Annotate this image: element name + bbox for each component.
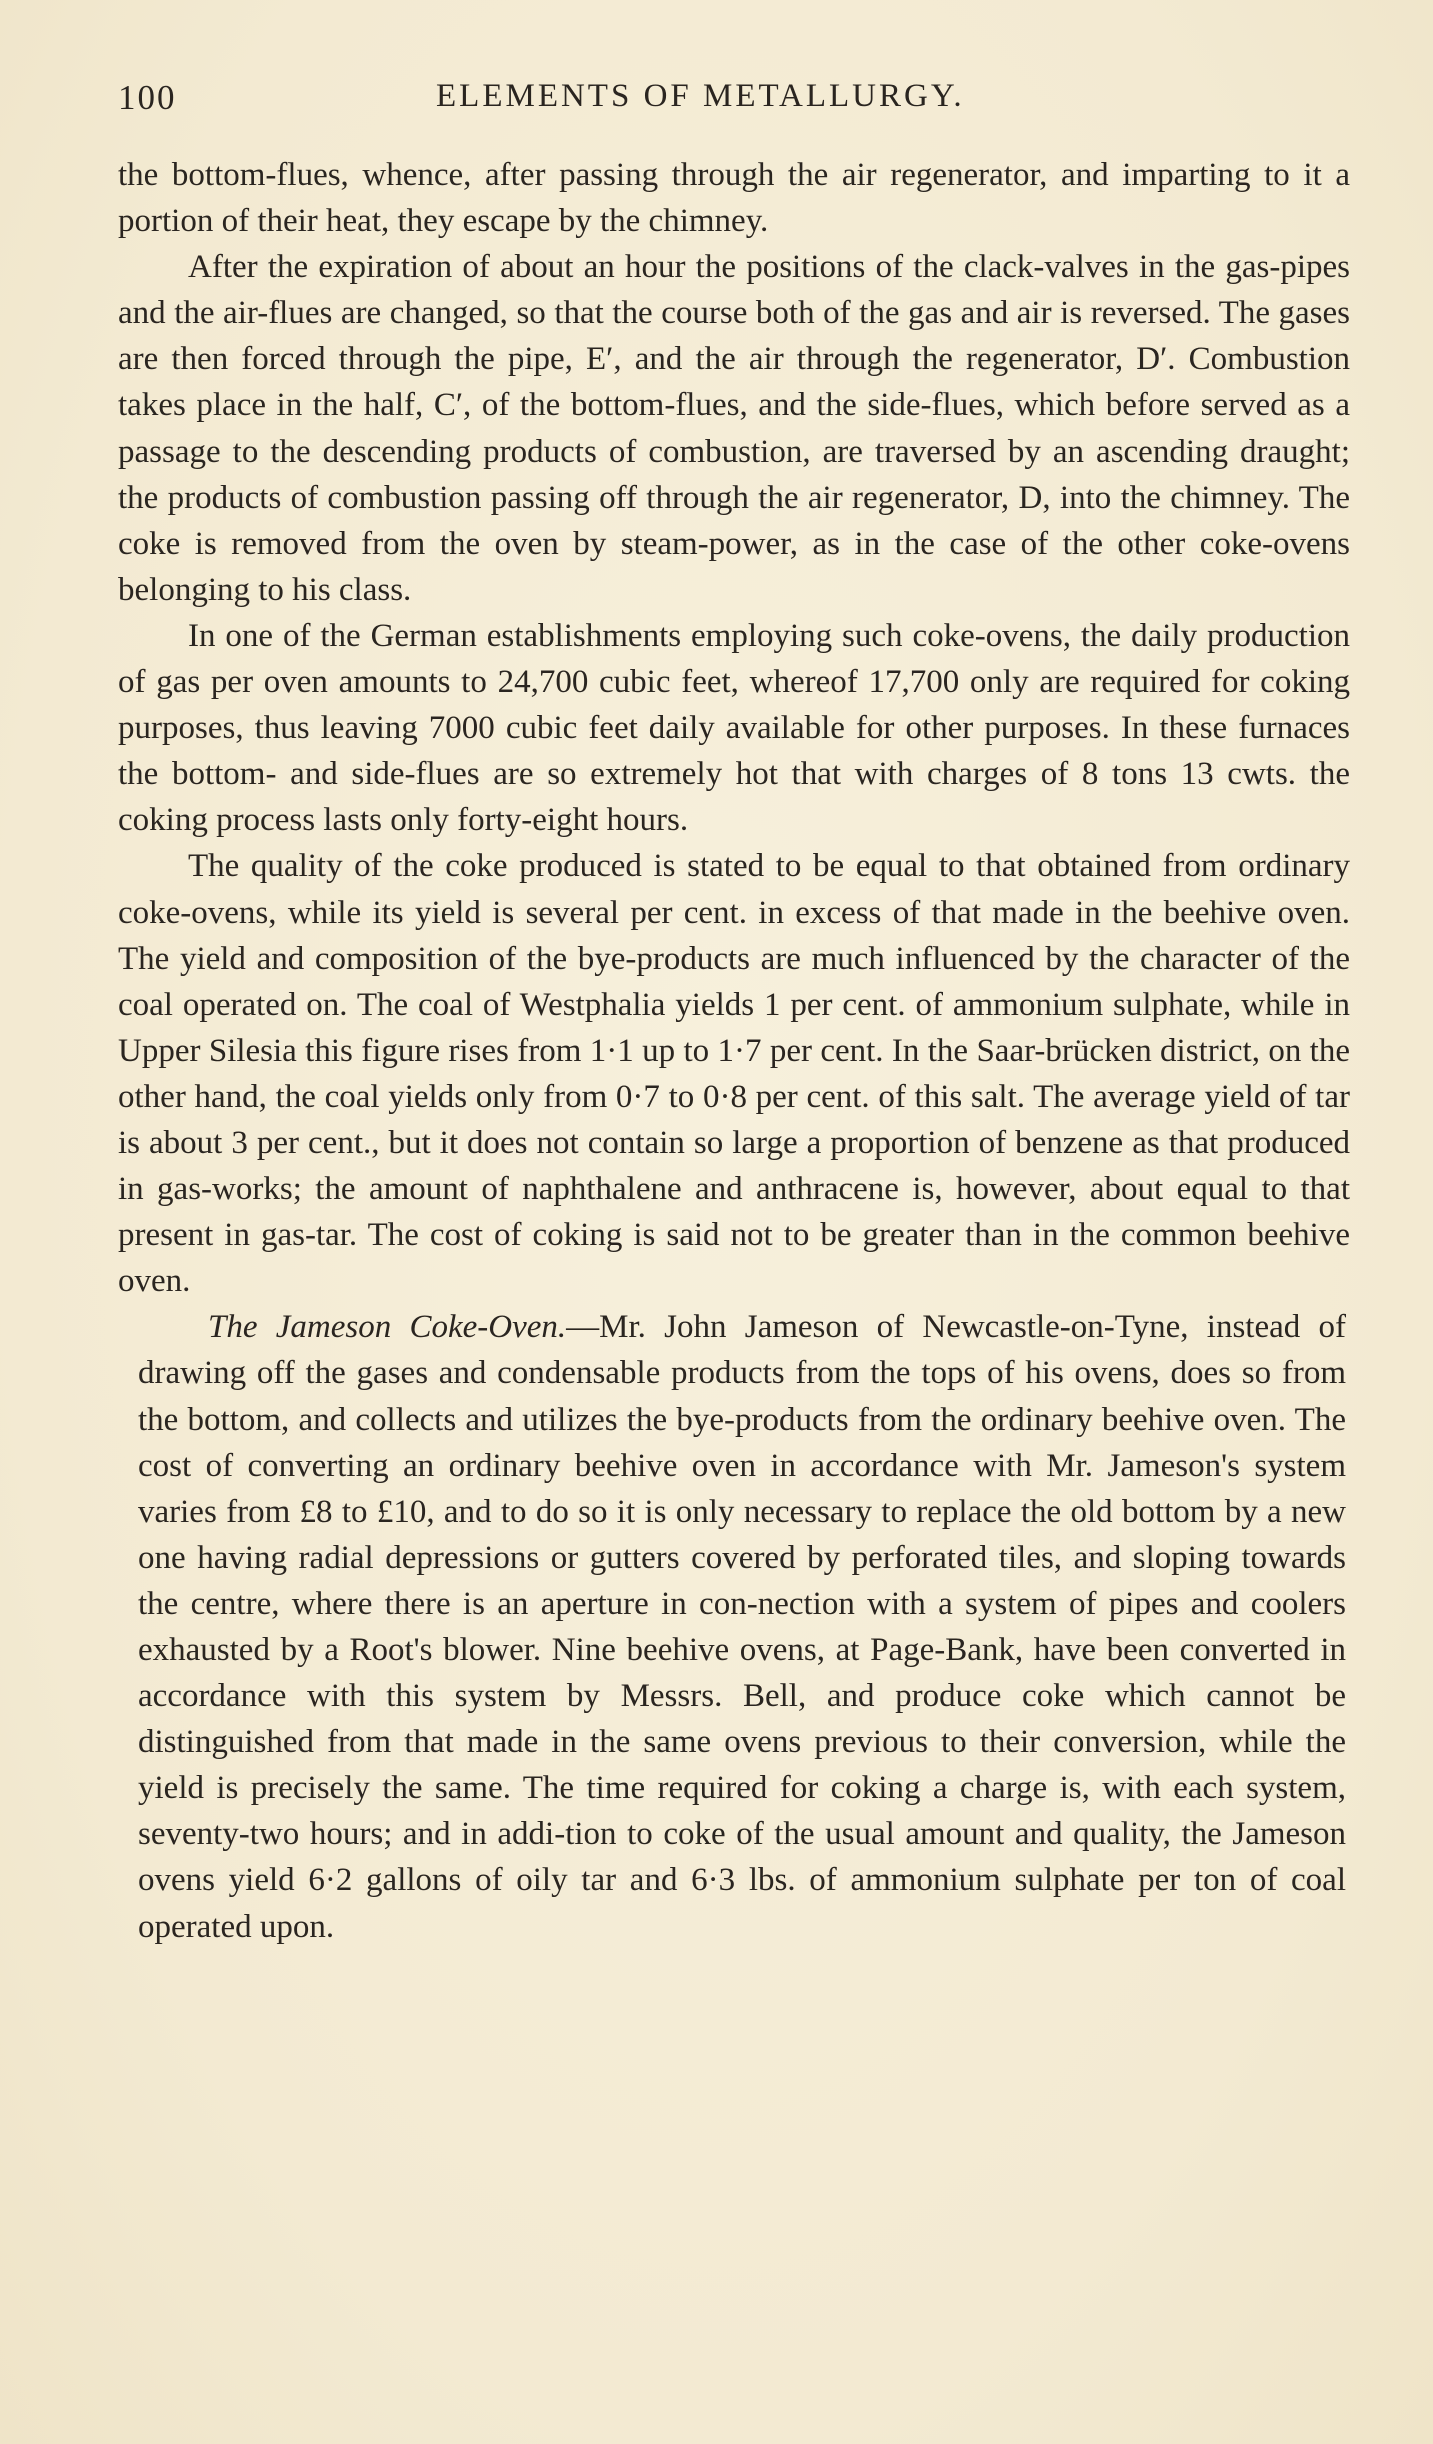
body-text xyxy=(118,152,1350,1950)
paragraph-continued: the bottom-flues, whence, after passing through the air regenerator, and imparting to it a portion of their heat, they escape by the chimney. xyxy=(118,157,1350,240)
running-head xyxy=(118,78,1350,128)
paragraph-jameson-coke-oven xyxy=(118,1304,1350,1949)
running-title: ELEMENTS OF METALLURGY. xyxy=(436,78,965,114)
page-number: 100 xyxy=(118,78,177,117)
paragraph-jameson-text: —Mr. John Jameson of Newcastle-on-Tyne, instead of drawing off the gases and condensable products from the tops of his ovens, does so from the bottom, and collects and utilizes the bye-products from the ordinary beehive oven. The cost of converting an ordinary beehive oven in accordance with Mr. Jameson's system varies from £8 to £10, and to do so it is only necessary to replace the old bottom by a new one having radial depressions or gutters covered by perforated tiles, and sloping towards the centre, where there is an aperture in con-nection with a system of pipes and coolers exhausted by a Root's blower. Nine beehive ovens, at Page-Bank, have been converted in accordance with this system by Messrs. Bell, and produce coke which cannot be distinguished from that made in the same ovens previous to their conversion, while the yield is precisely the same. The time required for coking a charge is, with each system, seventy-two hours; and in addi-tion to coke of the usual amount and quality, the Jameson ovens yield 6·2 gallons of oily tar and 6·3 lbs. of ammonium sulphate per ton of coal operated upon. xyxy=(138,1309,1346,1945)
paragraph-german-establishments: In one of the German establishments employing such coke-ovens, the daily production of gas per oven amounts to 24,700 cubic feet, whereof 17,700 only are required for coking purposes, thus leaving 7000 cubic feet daily available for other purposes. In these furnaces the bottom- and side-flues are so extremely hot that with charges of 8 tons 13 cwts. the coking process lasts only forty-eight hours. xyxy=(118,617,1350,839)
paragraph-reversal: After the expiration of about an hour the positions of the clack-valves in the gas-pipes and the air-flues are changed, so that the course both of the gas and air is reversed. The gases are then forced through the pipe, E′, and the air through the regenerator, D′. Combustion takes place in the half, C′, of the bottom-flues, and the side-flues, which before served as a passage to the descending products of combustion, are traversed by an ascending draught; the products of combustion passing off through the air regenerator, D, into the chimney. The coke is removed from the oven by steam-power, as in the case of the other coke-ovens belonging to his class. xyxy=(118,249,1350,608)
section-heading: The Jameson Coke-Oven. xyxy=(208,1309,567,1346)
paragraph-coke-quality: The quality of the coke produced is stated to be equal to that obtained from ordinary coke-ovens, while its yield is several per cent. in excess of that made in the beehive oven. The yield and composition of the bye-products are much influenced by the character of the coal operated on. The coal of Westphalia yields 1 per cent. of ammonium sulphate, while in Upper Silesia this figure rises from 1·1 up to 1·7 per cent. In the Saar-brücken district, on the other hand, the coal yields only from 0·7 to 0·8 per cent. of this salt. The average yield of tar is about 3 per cent., but it does not contain so large a proportion of benzene as that produced in gas-works; the amount of naphthalene and anthracene is, however, about equal to that present in gas-tar. The cost of coking is said not to be greater than in the common beehive oven. xyxy=(118,848,1350,1300)
